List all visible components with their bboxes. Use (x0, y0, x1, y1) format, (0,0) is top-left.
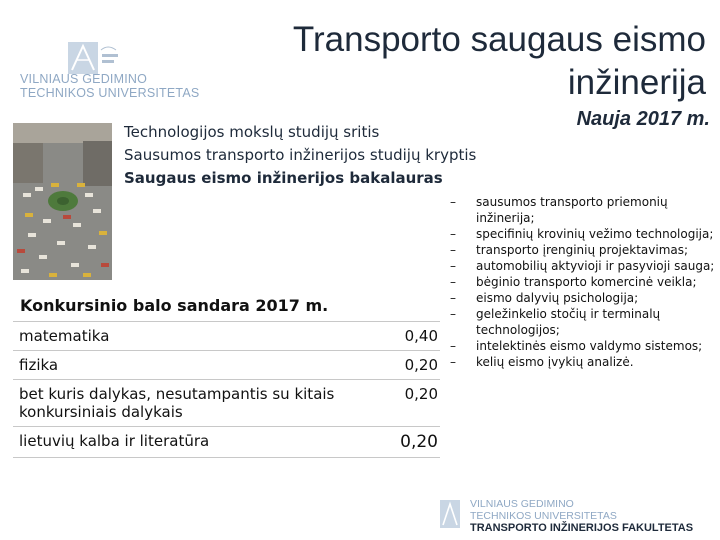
new-program-badge: Nauja 2017 m. (576, 108, 710, 130)
subject-cell: matematika (13, 322, 384, 351)
list-item: – automobilių aktyvioji ir pasyvioji sauga; (450, 258, 718, 274)
title-line-2: inžinerija (567, 63, 706, 102)
faculty-logo (436, 492, 716, 538)
study-direction: Sausumos transporto inžinerijos studijų kryptis (124, 146, 477, 164)
logo-text-line1: VILNIAUS GEDIMINO (20, 72, 148, 86)
list-item: – sausumos transporto priemonių inžinerija; (450, 194, 718, 226)
logo-text-line2: TECHNIKOS UNIVERSITETAS (20, 86, 200, 100)
list-item: – geležinkelio stočių ir terminalų technologijos; (450, 306, 718, 338)
subject-cell: fizika (13, 351, 384, 380)
score-table (13, 321, 440, 458)
study-topics-list (450, 194, 718, 370)
list-item: – intelektinės eismo valdymo sistemos; (450, 338, 718, 354)
list-item: – specifinių krovinių vežimo technologija; (450, 226, 718, 242)
weight-cell: 0,40 (384, 322, 440, 351)
degree-name: Saugaus eismo inžinerijos bakalauras (124, 169, 443, 187)
footer-logo-line1: VILNIAUS GEDIMINO (470, 498, 574, 510)
table-row (13, 322, 440, 351)
page-title (236, 18, 706, 104)
faculty-emblem-icon (440, 500, 460, 528)
traffic-photo (13, 123, 112, 280)
footer-logo-line2: TECHNIKOS UNIVERSITETAS (470, 510, 617, 522)
list-item: – transporto įrenginių projektavimas; (450, 242, 718, 258)
program-description (124, 121, 476, 190)
table-row (13, 427, 440, 458)
footer-logo-line3: TRANSPORTO INŽINERIJOS FAKULTETAS (470, 522, 694, 534)
study-field: Technologijos mokslų studijų sritis (124, 123, 380, 141)
weight-cell: 0,20 (384, 380, 440, 427)
weight-cell: 0,20 (384, 427, 440, 458)
subject-cell: lietuvių kalba ir literatūra (13, 427, 384, 458)
title-line-1: Transporto saugaus eismo (292, 20, 706, 59)
list-item: – bėginio transporto komercinė veikla; (450, 274, 718, 290)
score-structure-title: Konkursinio balo sandara 2017 m. (20, 296, 329, 315)
list-item: – kelių eismo įvykių analizė. (450, 354, 718, 370)
table-row (13, 380, 440, 427)
table-row (13, 351, 440, 380)
university-logo (20, 40, 220, 102)
weight-cell: 0,20 (384, 351, 440, 380)
subject-cell: bet kuris dalykas, nesutampantis su kitais konkursiniais dalykais (13, 380, 384, 427)
university-emblem-icon (68, 42, 120, 74)
list-item: – eismo dalyvių psichologija; (450, 290, 718, 306)
